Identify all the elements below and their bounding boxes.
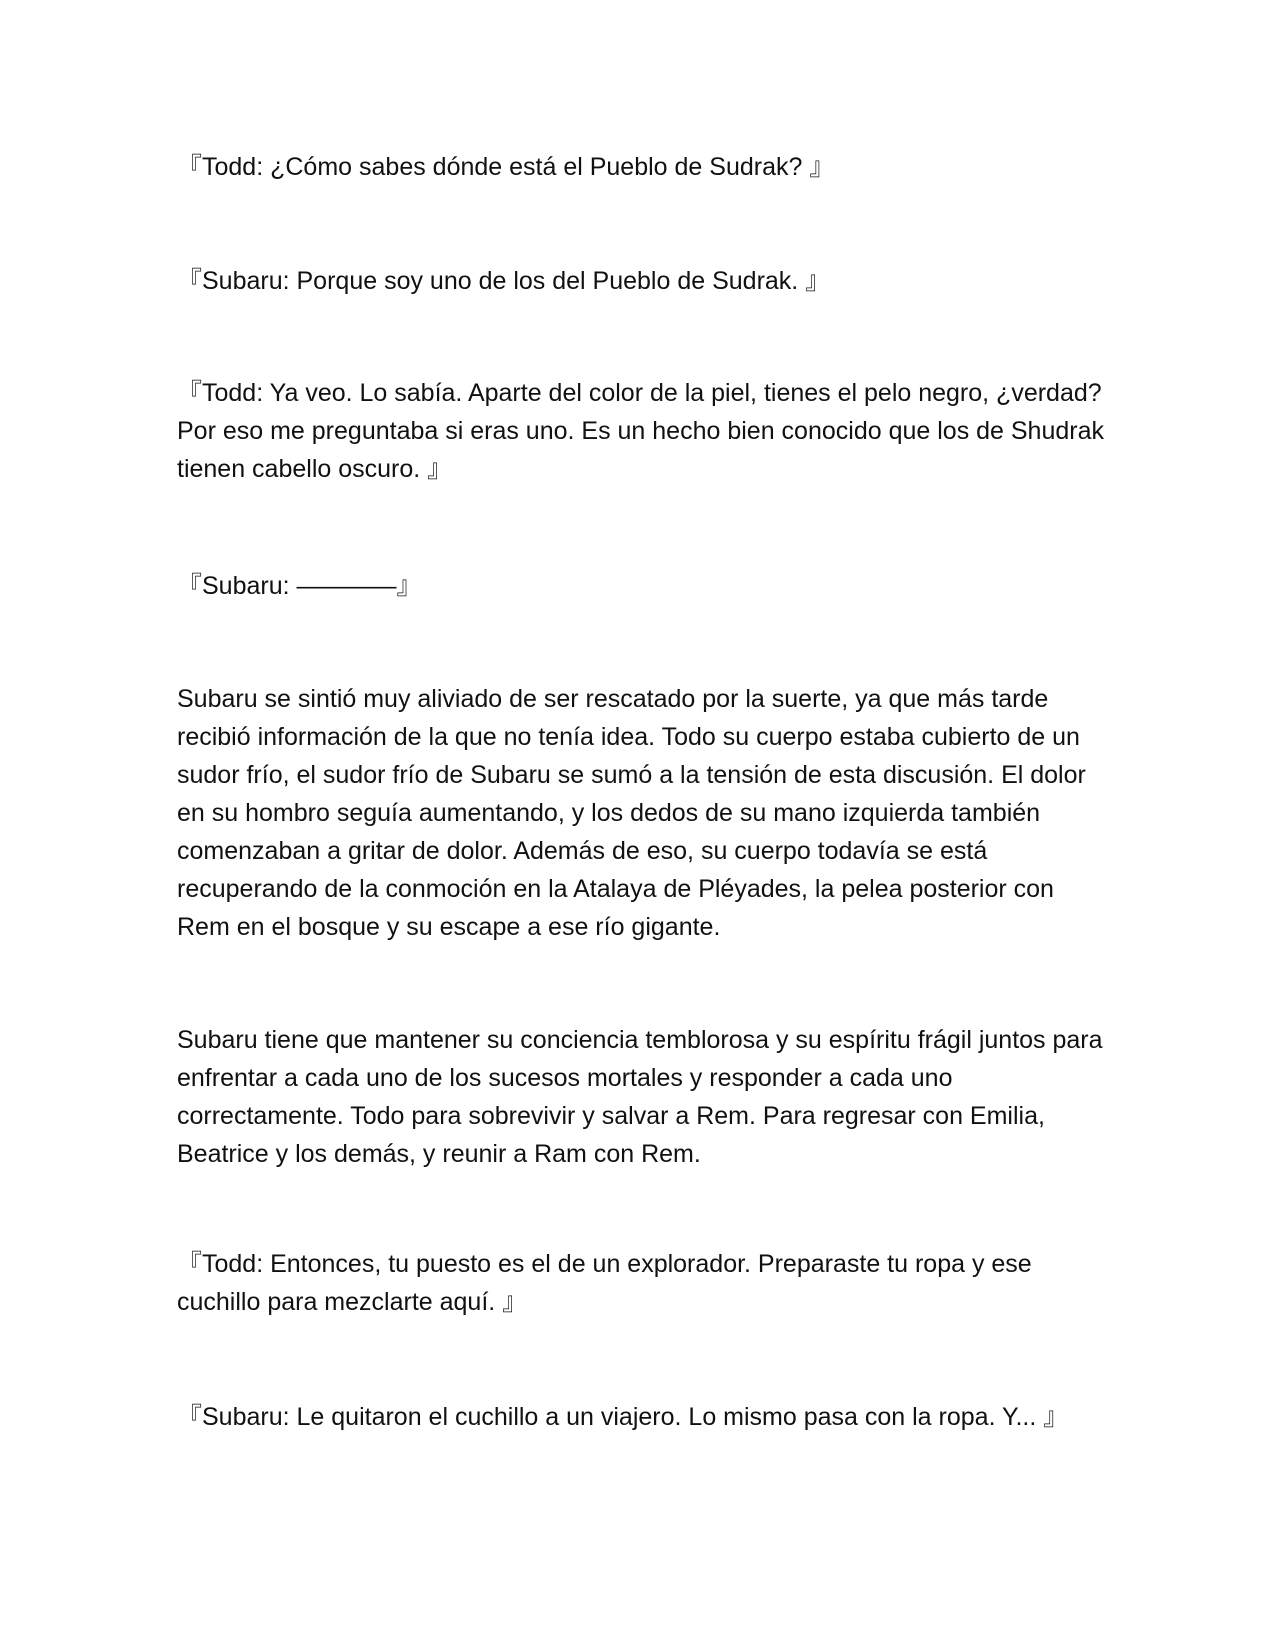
dialogue-todd-question: 『Todd: ¿Cómo sabes dónde está el Pueblo de Sudrak? 』	[177, 153, 835, 181]
dialogue-subaru-silence: 『Subaru: ————』	[177, 572, 422, 600]
dialogue-todd-black-hair: 『Todd: Ya veo. Lo sabía. Aparte del color de la piel, tienes el pelo negro, ¿verdad? Por eso me preguntaba si eras uno. Es un hecho bien conocido que los de Shudrak tienen cabello oscuro. 』	[177, 379, 1105, 483]
dialogue-subaru-knife: 『Subaru: Le quitaron el cuchillo a un viajero. Lo mismo pasa con la ropa. Y... 』	[177, 1403, 1069, 1431]
dialogue-todd-explorer: 『Todd: Entonces, tu puesto es el de un explorador. Preparaste tu ropa y ese cuchillo para mezclarte aquí. 』	[177, 1250, 1032, 1316]
narration-resolve: Subaru tiene que mantener su conciencia temblorosa y su espíritu frágil juntos para enfrentar a cada uno de los sucesos mortales y responder a cada uno correctamente. Todo para sobrevivir y salvar a Rem. Para regresar con Emilia, Beatrice y los demás, y reunir a Ram con Rem.	[177, 1026, 1103, 1168]
narration-relief: Subaru se sintió muy aliviado de ser rescatado por la suerte, ya que más tarde recibió información de la que no tenía idea. Todo su cuerpo estaba cubierto de un sudor frío, el sudor frío de Subaru se sumó a la tensión de esta discusión. El dolor en su hombro seguía aumentando, y los dedos de su mano izquierda también comenzaban a gritar de dolor. Además de eso, su cuerpo todavía se está recuperando de la conmoción en la Atalaya de Pléyades, la pelea posterior con Rem en el bosque y su escape a ese río gigante.	[177, 685, 1086, 941]
dialogue-subaru-answer: 『Subaru: Porque soy uno de los del Pueblo de Sudrak. 』	[177, 267, 831, 295]
